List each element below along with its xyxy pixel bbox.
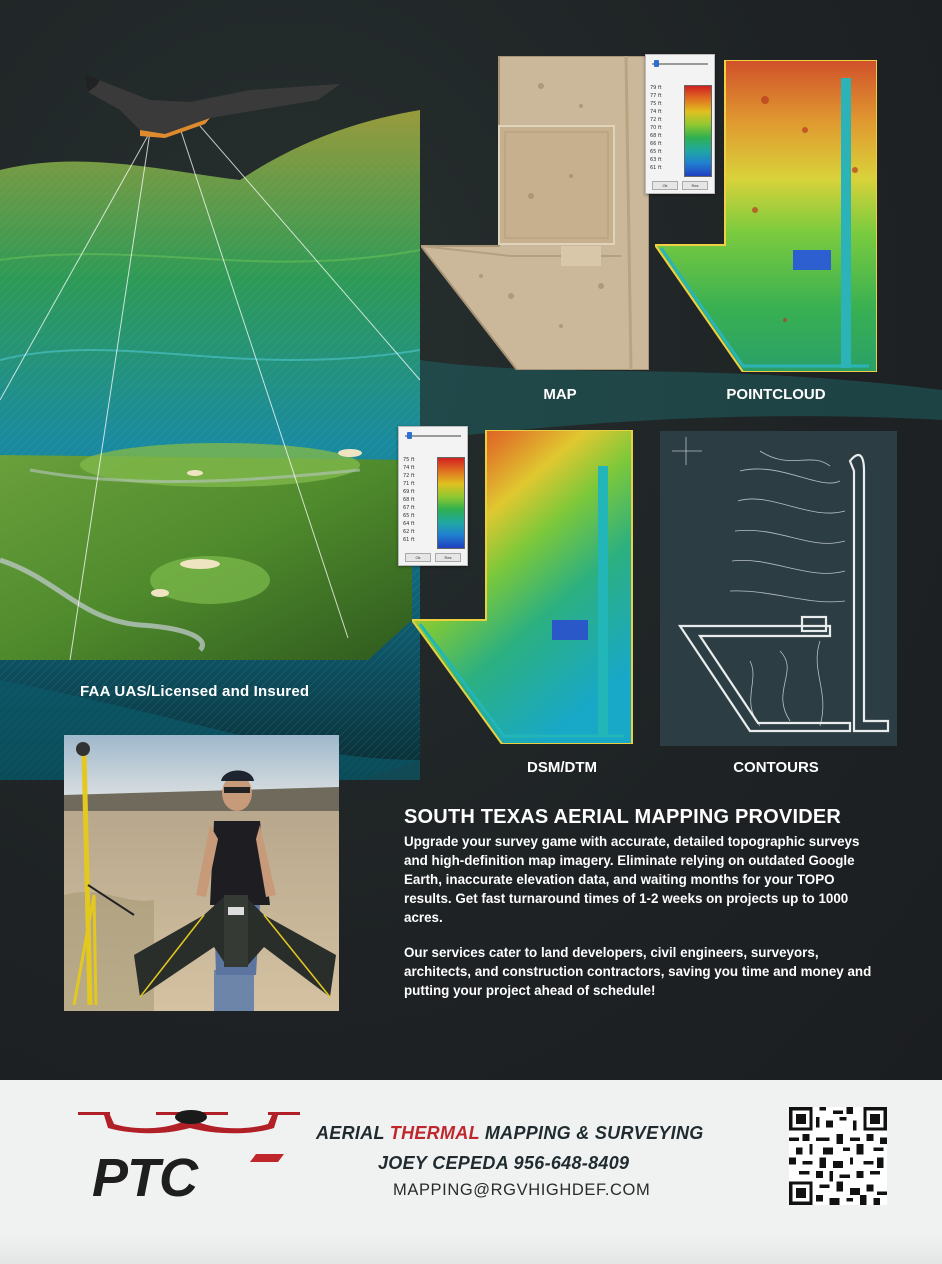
drone-graphic xyxy=(84,74,340,138)
legend-label: 65 ft xyxy=(403,513,415,519)
elevation-legend-bottom xyxy=(398,426,468,566)
intro-paragraph: Upgrade your survey game with accurate, detailed topographic surveys and high-definition map imagery. Eliminate relying on outdated Google Earth, inaccurate elevation data, and waiting months for your TOPO results. Get fast turnaround times of 1-2 weeks on projects up to 1000 acres. xyxy=(404,834,860,925)
pointcloud-caption: POINTCLOUD xyxy=(726,386,826,403)
legend-slider[interactable] xyxy=(405,435,461,437)
legend-label: 65 ft xyxy=(650,149,662,155)
dsm-dtm-caption: DSM/DTM xyxy=(527,759,597,776)
map-image xyxy=(421,56,649,370)
legend-label: 75 ft xyxy=(650,101,662,107)
legend-reset-button[interactable]: Res xyxy=(682,181,708,190)
legend-label: 64 ft xyxy=(403,521,415,527)
legend-label: 74 ft xyxy=(650,109,662,115)
tagline-part: AERIAL xyxy=(316,1123,390,1143)
legend-label: 72 ft xyxy=(403,473,415,479)
legend-label: 61 ft xyxy=(650,165,662,171)
elevation-legend-top xyxy=(645,54,715,194)
contours-image xyxy=(660,431,897,746)
legend-label: 70 ft xyxy=(650,125,662,131)
legend-label: 68 ft xyxy=(650,133,662,139)
contact-phone[interactable]: JOEY CEPEDA 956-648-8409 xyxy=(378,1153,630,1173)
legend-slider-knob[interactable] xyxy=(407,432,412,439)
footer-band xyxy=(0,1236,942,1264)
tagline xyxy=(316,1123,704,1144)
qr-code[interactable] xyxy=(789,1107,887,1205)
legend-label: 69 ft xyxy=(403,489,415,495)
legend-slider-knob[interactable] xyxy=(654,60,659,67)
tagline-highlight: THERMAL xyxy=(389,1123,480,1143)
legend-label: 72 ft xyxy=(650,117,662,123)
legend-label: 77 ft xyxy=(650,93,662,99)
contours-caption: CONTOURS xyxy=(733,759,819,776)
services-paragraph: Our services cater to land developers, civil engineers, surveyors, architects, and construction contractors, saving you time and money and putting your project ahead of schedule! xyxy=(404,945,872,998)
legend-label: 63 ft xyxy=(650,157,662,163)
legend-label: 75 ft xyxy=(403,457,415,463)
legend-label: 61 ft xyxy=(403,537,415,543)
legend-reset-button[interactable]: Res xyxy=(435,553,461,562)
legend-label: 79 ft xyxy=(650,85,662,91)
legend-label: 66 ft xyxy=(650,141,662,147)
legend-ok-button[interactable]: Ok xyxy=(652,181,678,190)
legend-color-ramp xyxy=(684,85,712,177)
legend-label: 68 ft xyxy=(403,497,415,503)
headline: SOUTH TEXAS AERIAL MAPPING PROVIDER xyxy=(404,806,842,828)
legend-color-ramp xyxy=(437,457,465,549)
operator-photo xyxy=(64,735,339,1011)
tagline-part: MAPPING & SURVEYING xyxy=(479,1123,704,1143)
footer xyxy=(0,1080,942,1264)
hero-caption: FAA UAS/Licensed and Insured xyxy=(80,683,310,700)
legend-label: 67 ft xyxy=(403,505,415,511)
legend-ok-button[interactable]: Ok xyxy=(405,553,431,562)
map-caption: MAP xyxy=(543,386,577,403)
contact-email[interactable]: MAPPING@RGVHIGHDEF.COM xyxy=(393,1181,651,1199)
legend-label: 74 ft xyxy=(403,465,415,471)
legend-slider[interactable] xyxy=(652,63,708,65)
legend-label: 71 ft xyxy=(403,481,415,487)
legend-label: 62 ft xyxy=(403,529,415,535)
logo-text: PTC xyxy=(92,1148,197,1204)
ptc-logo xyxy=(78,1108,310,1204)
